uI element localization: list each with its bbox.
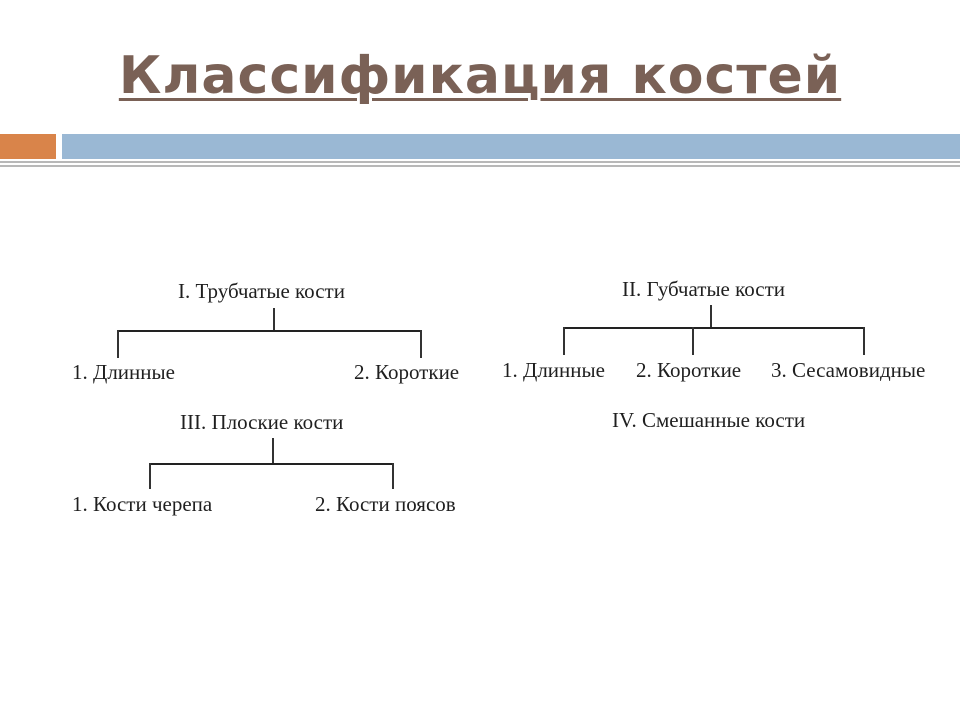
tubular-bracket — [117, 330, 422, 332]
flat-item-girdles: 2. Кости поясов — [315, 492, 456, 516]
divider-line — [0, 165, 960, 167]
mixed-heading: IV. Смешанные кости — [612, 408, 806, 432]
spongy-drop-left — [563, 327, 565, 355]
slide-title: Классификация костей — [118, 46, 842, 106]
tubular-drop-right — [420, 330, 422, 358]
spongy-item-sesamoid: 3. Сесамовидные — [771, 358, 926, 382]
flat-bracket — [149, 463, 394, 465]
spongy-heading: II. Губчатые кости — [622, 277, 786, 301]
flat-stem — [272, 438, 274, 463]
spongy-item-long: 1. Длинные — [502, 358, 605, 382]
tubular-stem — [273, 308, 275, 330]
divider-line — [0, 161, 960, 163]
flat-item-skull: 1. Кости черепа — [72, 492, 213, 516]
tubular-item-long: 1. Длинные — [72, 360, 175, 384]
flat-drop-right — [392, 463, 394, 489]
accent-band-orange — [0, 134, 56, 159]
spongy-item-short: 2. Короткие — [636, 358, 742, 382]
spongy-bracket — [563, 327, 865, 329]
spongy-drop-middle — [692, 327, 694, 355]
flat-heading: III. Плоские кости — [180, 410, 344, 434]
spongy-stem — [710, 305, 712, 327]
accent-band-blue — [62, 134, 960, 159]
tubular-drop-left — [117, 330, 119, 358]
tubular-item-short: 2. Короткие — [354, 360, 460, 384]
spongy-drop-right — [863, 327, 865, 355]
tubular-heading: I. Трубчатые кости — [178, 279, 345, 303]
flat-drop-left — [149, 463, 151, 489]
